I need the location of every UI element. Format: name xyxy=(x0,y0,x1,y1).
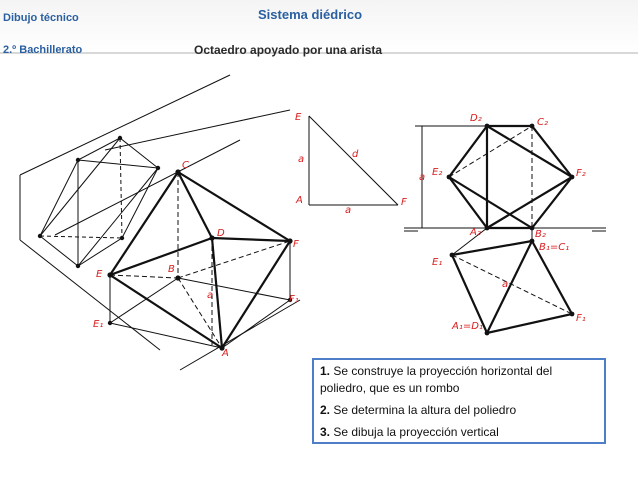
small-hidden-1 xyxy=(40,236,122,238)
label-E1: E₁ xyxy=(93,319,104,330)
vertex-dot xyxy=(76,158,80,162)
vertical-projection xyxy=(404,124,606,255)
step-2-number: 2. xyxy=(320,403,331,417)
label-F1: F₁ xyxy=(289,294,299,305)
vertex-dot-B xyxy=(175,275,180,280)
vertex-dot-E xyxy=(107,272,112,277)
vertex-dot-E1 xyxy=(108,321,112,325)
step-1-number: 1. xyxy=(320,364,331,378)
label-F2: F₂ xyxy=(576,168,586,179)
base-E1-A xyxy=(110,323,222,348)
course-label: 2.º Bachillerato xyxy=(3,44,83,56)
subject-label: Dibujo técnico xyxy=(3,12,79,24)
label-C2: C₂ xyxy=(537,117,548,128)
steps-note xyxy=(312,358,606,444)
edge-A2-F2 xyxy=(487,177,572,228)
vertex-dot-F1 xyxy=(570,312,575,317)
triangle-labels xyxy=(295,112,407,216)
vertex-dot xyxy=(118,136,122,140)
step-2-text: Se determina la altura del poliedro xyxy=(330,403,517,417)
vertex-dot-C2 xyxy=(530,124,535,129)
rhombus-outline xyxy=(452,241,572,333)
hidden-B-A xyxy=(178,278,222,348)
vertex-dot-A1D1 xyxy=(485,331,490,336)
label-F1: F₁ xyxy=(576,313,586,324)
rhombus-hidden-diagonal xyxy=(452,255,572,314)
label-E: E xyxy=(295,112,302,123)
vertex-dot-B2 xyxy=(530,226,535,231)
step-3-text: Se dibuja la proyección vertical xyxy=(330,425,499,439)
step-3 xyxy=(320,424,598,441)
step-3-number: 3. xyxy=(320,425,331,439)
vertex-dot-F xyxy=(287,238,292,243)
label-D2: D₂ xyxy=(470,113,482,124)
rhombus-diagonal xyxy=(487,241,532,333)
label-a: a xyxy=(207,290,214,301)
vertex-dot-E2 xyxy=(447,175,452,180)
step-1-text: Se construye la proyección horizontal del poliedro, que es un rombo xyxy=(320,364,553,395)
vertex-dot-C xyxy=(175,169,180,174)
ground-line-5 xyxy=(105,110,290,150)
edge-F-A xyxy=(222,241,290,348)
hidden-B-F xyxy=(178,241,290,278)
vertical-labels xyxy=(419,113,586,240)
label-a: a xyxy=(502,279,509,290)
label-A2: A₂ xyxy=(470,227,481,238)
edge-C-E xyxy=(110,172,178,275)
label-E: E xyxy=(96,269,103,280)
label-D: D xyxy=(217,228,225,239)
base-A-F1 xyxy=(222,300,290,348)
vertex-dot-A2 xyxy=(485,226,490,231)
true-size-triangle xyxy=(309,116,398,205)
small-edge-2 xyxy=(78,160,158,168)
label-B1C1: B₁=C₁ xyxy=(539,242,570,253)
step-1 xyxy=(320,363,598,397)
section-title: Sistema diédrico xyxy=(258,7,363,22)
label-F: F xyxy=(293,239,299,250)
edge-D2-F2 xyxy=(487,126,572,177)
small-hidden-2 xyxy=(120,138,122,238)
label-B2: B₂ xyxy=(535,229,546,240)
vertex-dot-D2 xyxy=(485,124,490,129)
label-C: C xyxy=(182,160,189,171)
label-A: A xyxy=(222,348,229,359)
perspective-view xyxy=(20,75,300,370)
hidden-E-B xyxy=(110,275,178,278)
step-2 xyxy=(320,402,598,419)
label-a: a xyxy=(419,172,426,183)
triangle-side-EF xyxy=(309,116,398,205)
label-A1D1: A₁=D₁ xyxy=(452,321,483,332)
base-B-F1 xyxy=(178,278,290,300)
vertex-dot xyxy=(120,236,124,240)
label-A: A xyxy=(296,195,303,206)
edge-D-A xyxy=(212,238,222,348)
edge-E2-B2 xyxy=(449,177,532,228)
vertex-dot xyxy=(38,234,42,238)
vertex-dot-D xyxy=(209,235,214,240)
label-E2: E₂ xyxy=(432,167,443,178)
vertex-dot-B1C1 xyxy=(530,239,535,244)
edge-D-E xyxy=(110,238,212,275)
label-E1: E₁ xyxy=(432,257,443,268)
label-F: F xyxy=(401,197,407,208)
label-d: d xyxy=(352,149,359,160)
vertex-dot-F2 xyxy=(570,175,575,180)
ground-line-1 xyxy=(20,75,230,175)
label-a: a xyxy=(345,205,352,216)
label-B: B xyxy=(168,264,175,275)
hidden-E2-C2 xyxy=(449,126,532,177)
vertex-dot xyxy=(76,264,80,268)
perspective-labels xyxy=(93,160,299,359)
vertex-dot xyxy=(156,166,160,170)
small-edge-1 xyxy=(40,138,120,236)
label-a: a xyxy=(298,154,305,165)
base-E1-B xyxy=(110,278,178,323)
vertex-dot-E1 xyxy=(450,253,455,258)
slide-title: Octaedro apoyado por una arista xyxy=(194,43,383,57)
